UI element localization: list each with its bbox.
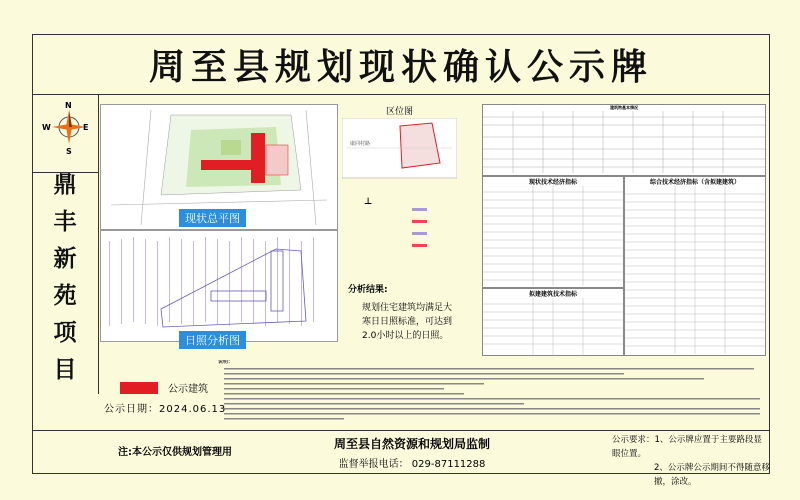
analysis-result	[348, 283, 460, 343]
sunlight-drawing	[101, 231, 337, 341]
analysis-heading: 分析结果:	[348, 285, 388, 295]
location-map-panel	[342, 104, 457, 272]
sunlight-caption: 日照分析图	[179, 331, 246, 349]
building-table-grid	[483, 111, 765, 173]
project-name-char: 丰	[53, 209, 77, 235]
notes-block	[218, 360, 766, 428]
site-plan-caption: 现状总平图	[179, 209, 246, 227]
notes-label: 说明：	[218, 360, 234, 365]
project-name	[32, 172, 98, 383]
legend-label: 公示建筑	[168, 384, 208, 395]
board-title: 周至县规划现状确认公示牌	[32, 34, 770, 95]
location-map-drawing	[342, 118, 457, 268]
requirement-1: 公示要求：1、公示牌应置于主要路段显眼位置。	[612, 435, 762, 459]
overall-indicators-table	[624, 176, 766, 356]
compass-n: N	[65, 101, 72, 110]
site-plan-panel	[100, 104, 338, 230]
approved-indicators-title: 拟建建筑技术指标	[528, 291, 577, 298]
approved-indicators-table	[482, 288, 624, 356]
project-name-char: 目	[53, 357, 77, 383]
north-arrow-icon: ⊥	[364, 197, 373, 207]
project-name-char: 鼎	[53, 172, 77, 198]
overall-indicators-title: 综合技术经济指标（含拟建建筑）	[649, 179, 740, 186]
notes-text-lines	[218, 366, 766, 426]
compass-s: S	[66, 147, 72, 156]
compass-w: W	[42, 123, 51, 132]
building-table-header: 建筑物基本情况	[610, 105, 638, 110]
overall-indicators-grid	[625, 186, 765, 354]
footer-note: 注:本公示仅供规划管理用	[118, 447, 232, 458]
project-name-char: 新	[53, 246, 77, 272]
building-table	[482, 104, 766, 176]
footer-center	[312, 435, 512, 470]
project-name-char: 项	[53, 320, 77, 346]
location-title: 区位图	[385, 107, 413, 117]
current-indicators-table	[482, 176, 624, 288]
compass-icon	[42, 100, 90, 156]
compass-e: E	[83, 123, 89, 132]
legend-swatch	[120, 382, 158, 394]
current-indicators-title: 现状技术经济指标	[528, 179, 577, 186]
sunlight-analysis-panel	[100, 230, 338, 347]
current-indicators-grid	[483, 186, 623, 286]
footer	[32, 430, 770, 487]
supervisor: 周至县自然资源和规划局监制	[333, 437, 490, 451]
location-label: 康同村路	[350, 141, 371, 147]
legend	[120, 380, 208, 395]
analysis-text: 规划住宅建筑均满足大寒日日照标准，可达到2.0小时以上的日照。	[362, 303, 453, 341]
footer-requirements	[612, 433, 770, 489]
publish-date: 公示日期：2024.06.13	[104, 404, 227, 415]
hotline: 监督举报电话： 029-87111288	[338, 459, 486, 470]
project-name-char: 苑	[53, 283, 77, 309]
approved-indicators-grid	[483, 298, 623, 356]
requirement-2: 2、公示牌公示期间不得随意移撤，涂改。	[654, 463, 770, 487]
